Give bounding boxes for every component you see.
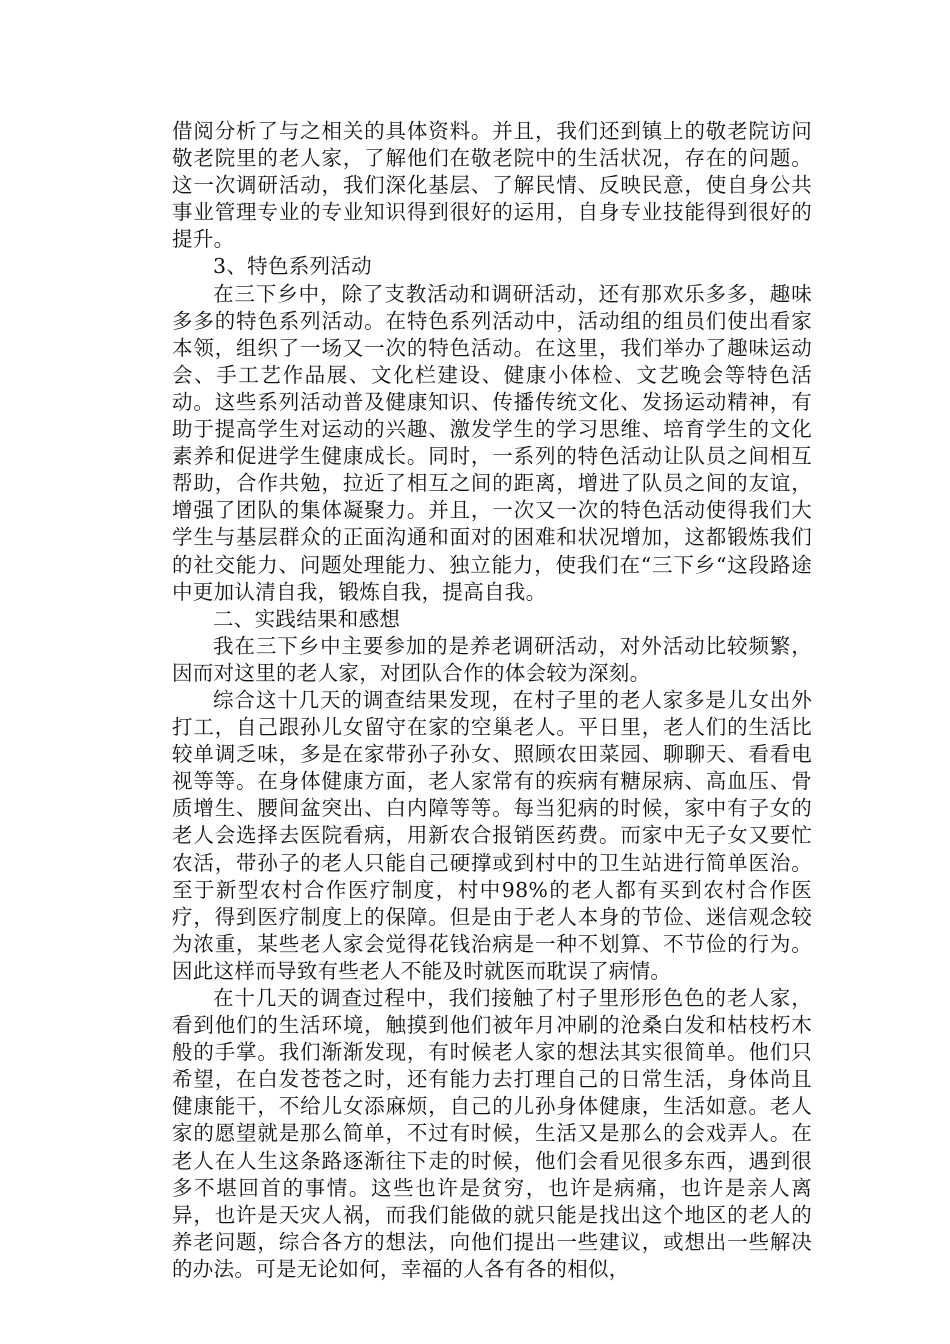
paragraph-special-activities: 在三下乡中，除了支教活动和调研活动，还有那欢乐多多，趣味多多的特色系列活动。在特色系列活动中，活动组的组员们使出看家本领，组织了一场又一次的特色活动。在这里，我们举办了趣味运动会、手工艺作品展、文化栏建设、健康小体检、文艺晚会等特色活动。这些系列活动普及健康知识、传播传统文化、发扬运动精神，有助于提高学生对运动的兴趣、激发学生的学习思维、培育学生的文化素养和促进学生健康成长。同时，一系列的特色活动让队员之间相互帮助，合作共勉，拉近了相互之间的距离，增进了队员之间的友谊，增强了团队的集体凝聚力。并且，一次又一次的特色活动使得我们大学生与基层群众的正面沟通和面对的困难和状况增加，这都锻炼我们的社交能力、问题处理能力、独立能力，使我们在“三下乡“这段路途中更加认清自我，锻炼自我，提高自我。 [172, 281, 812, 604]
paragraph-reflections: 在十几天的调查过程中，我们接触了村子里形形色色的老人家，看到他们的生活环境，触摸到他们被年月冲刷的沧桑白发和枯枝朽木般的手掌。我们渐渐发现，有时候老人家的想法其实很简单。他们只希望，在白发苍苍之时，还有能力去打理自己的日常生活，身体尚且健康能干，不给儿女添麻烦，自己的儿孙身体健康，生活如意。老人家的愿望就是那么简单，不过有时候，生活又是那么的会戏弄人。在老人在人生这条路逐渐往下走的时候，他们会看见很多东西，遇到很多不堪回首的事情。这些也许是贫穷，也许是病痛，也许是亲人离异，也许是天灾人祸，而我们能做的就只能是找出这个地区的老人的养老问题，综合各方的想法，向他们提出一些建议，或想出一些解决的办法。可是无论如何，幸福的人各有各的相似， [172, 986, 812, 1281]
paragraph-participation: 我在三下乡中主要参加的是养老调研活动，对外活动比较频繁，因而对这里的老人家，对团队合作的体会较为深刻。 [172, 633, 812, 685]
section-heading-special-activities: 3、特色系列活动 [213, 254, 372, 279]
paragraph-survey-findings: 综合这十几天的调查结果发现，在村子里的老人家多是儿女出外打工，自己跟孙儿女留守在家的空巢老人。平日里，老人们的生活比较单调乏味，多是在家带孙子孙女、照顾农田菜园、聊聊天、看看电视等等。在身体健康方面，老人家常有的疾病有糖尿病、高血压、骨质增生、腰间盆突出、白内障等等。每当犯病的时候，家中有子女的老人会选择去医院看病，用新农合报销医药费。而家中无子女又要忙农活，带孙子的老人只能自己硬撑或到村中的卫生站进行简单医治。至于新型农村合作医疗制度，村中98%的老人都有买到农村合作医疗，得到医疗制度上的保障。但是由于老人本身的节俭、迷信观念较为浓重，某些老人家会觉得花钱治病是一种不划算、不节俭的行为。因此这样而导致有些老人不能及时就医而耽误了病情。 [172, 687, 812, 983]
document-page [172, 118, 812, 1283]
paragraph-continued: 借阅分析了与之相关的具体资料。并且，我们还到镇上的敬老院访问敬老院里的老人家，了解他们在敬老院中的生活状况，存在的问题。这一次调研活动，我们深化基层、了解民情、反映民意，使自身公共事业管理专业的专业知识得到很好的运用，自身专业技能得到很好的提升。 [172, 119, 812, 252]
section-heading-results: 二、实践结果和感想 [213, 606, 401, 631]
